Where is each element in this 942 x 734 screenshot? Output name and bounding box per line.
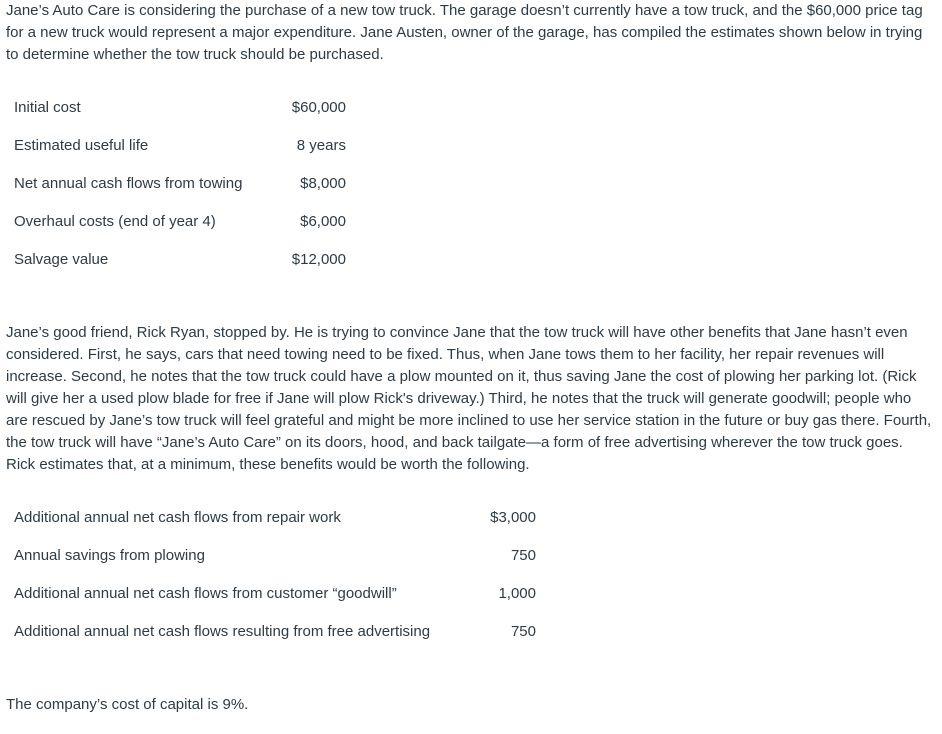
row-label: Estimated useful life [14, 136, 149, 154]
row-label: Additional annual net cash flows resulting from free advertising [14, 622, 431, 640]
benefits-paragraph: Jane’s good friend, Rick Ryan, stopped by. He is trying to convince Jane that the tow truck will have other benefits that Jane hasn’t even considered. First, he says, cars that need towing need to be fixed. Thus, when Jane tows them to her facility, her repair revenues will increase. Second, he notes that the tow truck could have a plow mounted on it, thus saving Jane the cost of plowing her parking lot. (Rick will give her a used plow blade for free if Jane will plow Rick's driveway.) Third, he notes that the truck will generate goodwill; people who are rescued by Jane’s tow truck will feel grateful and might be more inclined to use her service station in the future or buy gas there. Fourth, the tow truck will have “Jane’s Auto Care” on its doors, hood, and back tailgate—a form of free advertising wherever the tow truck goes. Rick estimates that, at a minimum, these benefits would be worth the following. [6, 324, 932, 473]
table-row [14, 164, 346, 202]
row-value: $12,000 [291, 250, 346, 268]
row-label: Additional annual net cash flows from repair work [14, 508, 341, 526]
row-value: 8 years [296, 136, 346, 154]
row-label: Overhaul costs (end of year 4) [14, 212, 216, 230]
row-value: $8,000 [300, 174, 346, 192]
row-value: $6,000 [300, 212, 346, 230]
row-value: $3,000 [490, 508, 536, 526]
estimates-table [14, 88, 346, 278]
table-row [14, 240, 346, 278]
row-value: 750 [510, 622, 536, 640]
row-label: Net annual cash flows from towing [14, 174, 243, 192]
row-label: Salvage value [14, 250, 109, 268]
row-value: 750 [510, 546, 536, 564]
table-row [14, 126, 346, 164]
table-row [14, 498, 536, 536]
intro-paragraph: Jane’s Auto Care is considering the purchase of a new tow truck. The garage doesn’t currently have a tow truck, and the $60,000 price tag for a new truck would represent a major expenditure. Jane Austen, owner of the garage, has compiled the estimates shown below in trying to determine whether the tow truck should be purchased. [6, 2, 923, 63]
table-row [14, 612, 536, 650]
row-label: Initial cost [14, 98, 81, 116]
table-row [14, 536, 536, 574]
row-value: 1,000 [498, 584, 536, 602]
cost-of-capital-note: The company’s cost of capital is 9%. [6, 696, 249, 713]
table-row [14, 574, 536, 612]
row-label: Additional annual net cash flows from customer “goodwill” [14, 584, 397, 602]
row-label: Annual savings from plowing [14, 546, 205, 564]
table-row [14, 88, 346, 126]
table-row [14, 202, 346, 240]
benefits-table [14, 498, 536, 650]
row-value: $60,000 [291, 98, 346, 116]
